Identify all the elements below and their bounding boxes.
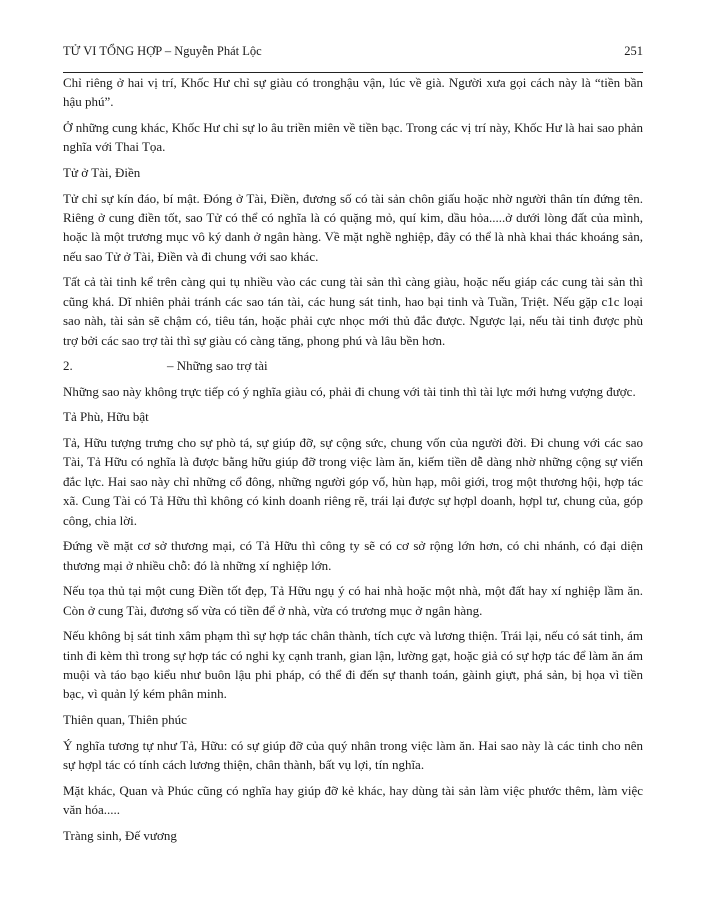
paragraph: Đứng về mặt cơ sở thương mại, có Tả Hữu thì công ty sẽ có cơ sở rộng lớn hơn, có chi nhánh, có đại diện thương mại ở nhiều chỗ: đó là những xí nghiệp lớn. xyxy=(63,538,643,573)
heading-text: – Những sao trợ tài xyxy=(167,358,268,374)
section-heading-quan-phuc: Thiên quan, Thiên phúc xyxy=(63,712,187,728)
page-body xyxy=(63,73,643,851)
paragraph: Nếu tọa thủ tại một cung Điền tốt đẹp, Tả Hữu ngụ ý có hai nhà hoặc một nhà, một đất hay xí nghiệp lầm ăn. Còn ở cung Tài, đương số vừa có tiền để ở nhà, vừa có trương mục ở ngân hàng. xyxy=(63,583,643,618)
heading-number: 2. xyxy=(63,358,73,374)
section-heading-tu: Tử ở Tài, Điền xyxy=(63,165,141,180)
paragraph: Tử chỉ sự kín đáo, bí mật. Đóng ở Tài, Điền, đương số có tài sản chôn giấu hoặc nhờ người thân tín đứng tên. Riêng ở cung điền tốt, sao Tử có thể có nghĩa là có quặng mỏ, quí kim, dầu hỏa.....ở dưới lòng đất của mình, hoặc là một trương mục vô ký danh ở ngân hàng. Về mặt nghề nghiệp, đây có thể là nhà khai thác khoáng sản, nếu sao Tử ở Tài, Điền và đi chung với sao khác. xyxy=(63,190,643,264)
paragraph: Mặt khác, Quan và Phúc cũng có nghĩa hay giúp đỡ kẻ khác, hay dùng tài sản làm việc phước thêm, làm việc văn hóa..... xyxy=(63,782,643,818)
paragraph: Tả, Hữu tượng trưng cho sự phò tá, sự giúp đỡ, sự cộng sức, chung vốn của người đời. Đi chung với các sao Tài, Tả Hữu có nghĩa là được bằng hữu giúp đỡ trong việc làm ăn, kiếm tiền dễ dàng nhờ những cộng sự viến đắc lực. Hai sao này chỉ những cổ đông, những người góp vố, hùn hạp, môi giới, trog một thương hội, hợp tác xã. Cung Tài có Tả Hữu thì không có kinh doanh riêng rẽ, trái lại được sự hợpl doanh, hợpl tư, chung của, góp công, chia lời. xyxy=(63,435,643,528)
numbered-heading xyxy=(63,356,643,375)
section-heading-ta-huu: Tả Phù, Hữu bật xyxy=(63,409,149,425)
page-number: 251 xyxy=(624,44,643,58)
paragraph: Chỉ riêng ở hai vị trí, Khốc Hư chỉ sự giàu có tronghậu vận, lúc về già. Người xưa gọi cách này là “tiền bần hậu phú”. xyxy=(63,75,643,110)
section-heading-trang-sinh: Tràng sinh, Đế vương xyxy=(63,827,177,843)
running-title: TỬ VI TỔNG HỢP – Nguyễn Phát Lộc xyxy=(63,44,262,58)
paragraph: Nếu không bị sát tinh xâm phạm thì sự hợp tác chân thành, tích cực và lương thiện. Trái lại, nếu có sát tinh, ám tinh đi kèm thì trong sự hợp tác có nghi kỵ cạnh tranh, gian lận, lường gạt, hoặc giả có sự hợp tác để làm ăn ám muội và táo bạo kiểu như buôn lậu phi pháp, có thể đi đến sự thanh toán, gàinh giựt, phá sản, bị họa vì tiền bạc, vì quản lý kém phân minh. xyxy=(63,628,643,702)
paragraph: Những sao này không trực tiếp có ý nghĩa giàu có, phải đi chung với tài tinh thì tài lực mới hưng vượng được. xyxy=(63,383,636,399)
paragraph: Tất cả tài tinh kể trên càng qui tụ nhiều vào các cung tài sản thì càng giàu, hoặc nếu giáp các cung tài sản thì cũng khá. Dĩ nhiên phải tránh các sao tán tài, các hung sát tinh, hao bại tinh và Tuần, Triệt. Nếu gặp c1c loại sao nàh, tài sản sẽ chậm có, tiêu tán, hoặc phải cực nhọc mới thủ đắc được. Ngược lại, nếu tài tinh được phù trợ bởi các sao trợ tài thì sự giàu có càng tăng, phong phú và lâu bền hơn. xyxy=(63,274,643,348)
paragraph: Ý nghĩa tương tự như Tả, Hữu: có sự giúp đỡ của quý nhân trong việc làm ăn. Hai sao này là các tinh cho nên sự hợpl tác có tính cách lương thiện, chân thành, bất vụ lợi, tín nghĩa. xyxy=(63,737,643,773)
page-header xyxy=(63,40,643,66)
paragraph: Ở những cung khác, Khốc Hư chỉ sự lo âu triền miên về tiền bạc. Trong các vị trí này, Khốc Hư là hai sao phản nghĩa với Thai Tọa. xyxy=(63,120,643,155)
